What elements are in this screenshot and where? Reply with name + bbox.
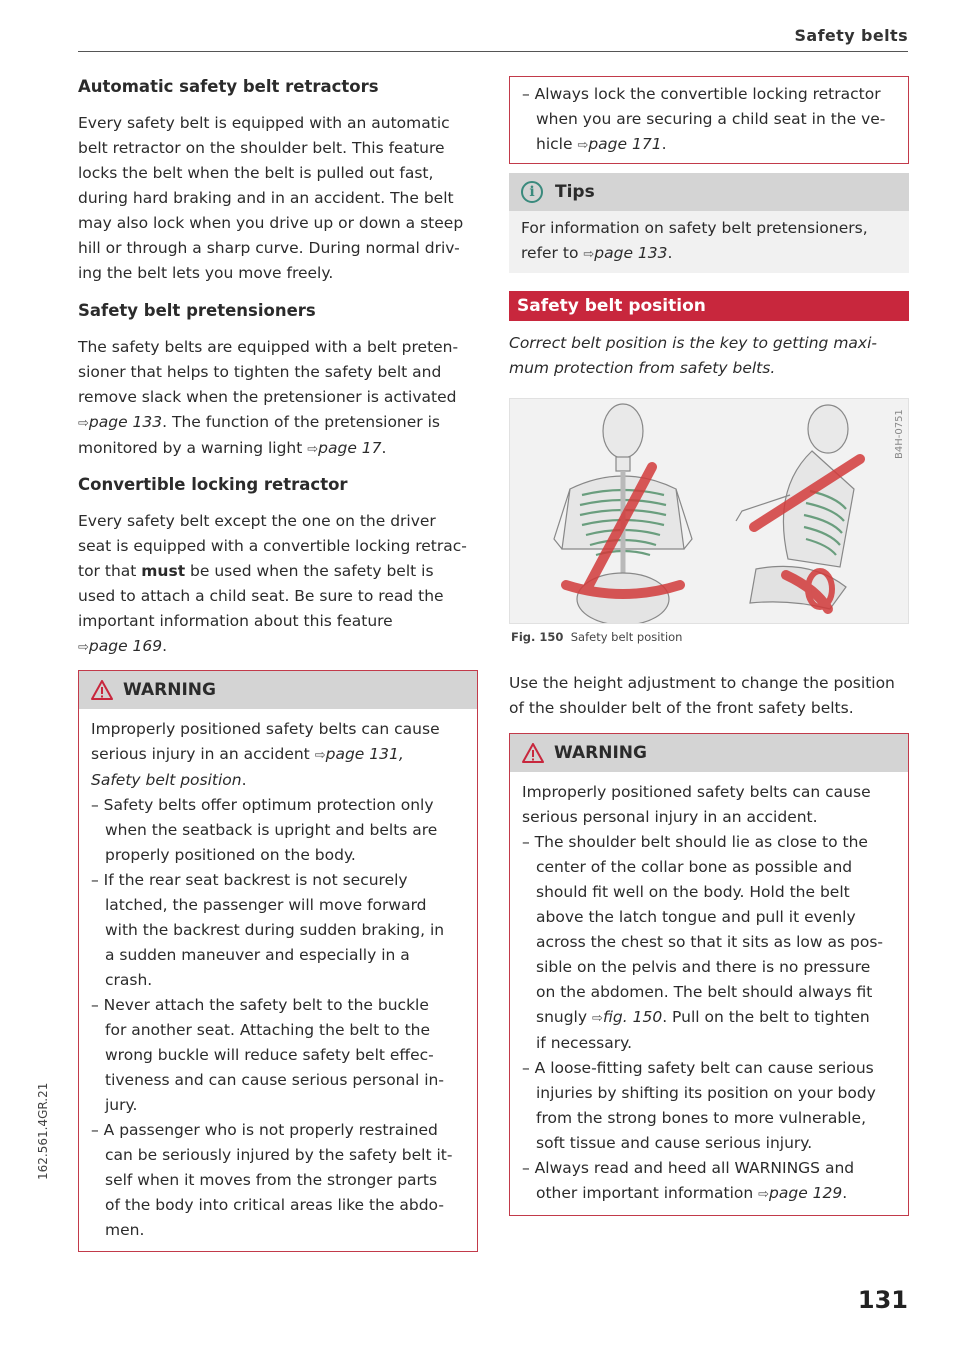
text-line: ing the belt lets you move freely. <box>78 264 334 282</box>
list-item: – A loose-fitting safety belt can cause serious injuries by shifting its position on your body from the strong bones to more vulnerable, soft tissue and cause serious injury. <box>522 1059 876 1152</box>
tips-body <box>509 211 909 273</box>
text-line: monitored by a warning light ⇨page 17. <box>78 439 387 457</box>
heading-pretensioners: Safety belt pretensioners <box>78 301 316 320</box>
info-icon: i <box>521 181 543 203</box>
page-ref-link[interactable]: page 171 <box>588 135 662 153</box>
text-line: during hard braking and in an accident. The belt <box>78 189 454 207</box>
figure-ref-link[interactable]: fig. 150 <box>602 1008 663 1026</box>
figure-code: B4H-0751 <box>894 409 905 459</box>
warning-body <box>510 772 908 1215</box>
text-line: important information about this feature <box>78 612 393 630</box>
text-line: tor that must be used when the safety belt is <box>78 562 434 580</box>
retractor-note-box <box>509 76 909 164</box>
warning-list <box>522 830 896 1207</box>
heading-clr: Convertible locking retractor <box>78 475 348 494</box>
arrow-right-icon: ⇨ <box>577 138 589 153</box>
text-line: seat is equipped with a convertible locking retrac- <box>78 537 467 555</box>
text-line: refer to ⇨page 133. <box>521 244 673 262</box>
text-line: ⇨page 169. <box>78 637 168 655</box>
pretensioners-text <box>78 335 478 462</box>
document-code: 162.561.4GR.21 <box>36 1082 50 1180</box>
text-line: Every safety belt except the one on the driver <box>78 512 436 530</box>
figure-safety-belt <box>509 398 909 624</box>
text-line: serious injury in an accident ⇨page 131, <box>91 745 404 763</box>
page-ref-link[interactable]: page 17 <box>318 439 382 457</box>
height-adjust-text <box>509 671 909 721</box>
text-line: Every safety belt is equipped with an automatic <box>78 114 450 132</box>
page-ref-link[interactable]: page 133 <box>594 244 668 262</box>
arrow-right-icon: ⇨ <box>307 442 319 457</box>
page-ref-link[interactable]: page 131, <box>325 745 404 763</box>
warning-box-right <box>509 733 909 1216</box>
text-line: For information on safety belt pretensioners, <box>521 219 868 237</box>
text-line: Correct belt position is the key to getting maxi- <box>509 334 877 352</box>
text-line: Safety belt position. <box>91 771 247 789</box>
arrow-right-icon: ⇨ <box>758 1187 770 1202</box>
heading-auto-retractors: Automatic safety belt retractors <box>78 77 379 96</box>
arrow-right-icon: ⇨ <box>591 1011 603 1026</box>
text-line: when you are securing a child seat in the ve- <box>536 110 886 128</box>
tips-box <box>509 173 909 273</box>
text-line: The safety belts are equipped with a belt preten- <box>78 338 459 356</box>
warning-box-left <box>78 670 478 1252</box>
text-line: Improperly positioned safety belts can cause <box>522 783 871 801</box>
text-line: hicle ⇨page 171. <box>536 135 667 153</box>
text-line: belt retractor on the shoulder belt. This feature <box>78 139 445 157</box>
warning-triangle-icon <box>522 743 544 763</box>
arrow-right-icon: ⇨ <box>78 416 89 431</box>
text-line: Use the height adjustment to change the position <box>509 674 895 692</box>
list-item: – Always read and heed all WARNINGS and other important information ⇨page 129. <box>522 1159 855 1202</box>
page-ref-link[interactable]: page 129 <box>769 1184 843 1202</box>
header-rule <box>78 51 908 52</box>
text-line: of the shoulder belt of the front safety belts. <box>509 699 854 717</box>
text-line: sioner that helps to tighten the safety belt and <box>78 363 442 381</box>
auto-retractors-text <box>78 111 478 286</box>
arrow-right-icon: ⇨ <box>78 640 89 655</box>
tips-header <box>509 173 909 211</box>
text-line: remove slack when the pretensioner is activated <box>78 388 457 406</box>
section-heading-bar: Safety belt position <box>509 291 909 321</box>
page-ref-link[interactable]: page 169 <box>88 637 163 655</box>
warning-title: WARNING <box>554 743 647 763</box>
tips-title: Tips <box>555 182 595 202</box>
warning-title: WARNING <box>123 680 216 700</box>
text-line: locks the belt when the belt is pulled out fast, <box>78 164 434 182</box>
belt-illustration <box>510 399 908 623</box>
text-line: Improperly positioned safety belts can cause <box>91 720 440 738</box>
page-ref-link[interactable]: page 133 <box>88 413 163 431</box>
warning-list <box>91 793 465 1243</box>
text-line: used to attach a child seat. Be sure to read the <box>78 587 444 605</box>
text-line: may also lock when you drive up or down a steep <box>78 214 464 232</box>
text-line: – Always lock the convertible locking retractor <box>522 85 881 103</box>
clr-text <box>78 509 478 660</box>
arrow-right-icon: ⇨ <box>314 748 326 763</box>
text-line: mum protection from safety belts. <box>509 359 776 377</box>
text-line: hill or through a sharp curve. During normal driv- <box>78 239 460 257</box>
list-item: – Safety belts offer optimum protection only when the seatback is upright and belts are properly positioned on the body. <box>91 796 438 864</box>
list-item: – A passenger who is not properly restrained can be seriously injured by the safety belt it- self when it moves from the stronger parts of the body into critical areas like the abdo- men. <box>91 1121 453 1239</box>
warning-body <box>79 709 477 1251</box>
position-intro <box>509 331 909 381</box>
section-title: Safety belts <box>794 26 908 45</box>
warning-header <box>510 734 908 772</box>
page-number: 131 <box>857 1286 908 1314</box>
arrow-right-icon: ⇨ <box>583 247 595 262</box>
note-body <box>510 77 908 163</box>
text-line: ⇨page 133. The function of the pretensioner is <box>78 413 440 431</box>
list-item: – Never attach the safety belt to the buckle for another seat. Attaching the belt to the wrong buckle will reduce safety belt effec- tiveness and can cause serious personal in- jury. <box>91 996 444 1114</box>
warning-triangle-icon <box>91 680 113 700</box>
figure-caption: Fig. 150 Safety belt position <box>511 630 683 644</box>
warning-header <box>79 671 477 709</box>
text-line: serious personal injury in an accident. <box>522 808 818 826</box>
list-item: – If the rear seat backrest is not securely latched, the passenger will move forward with the backrest during sudden braking, in a sudden maneuver and especially in a crash. <box>91 871 445 989</box>
list-item: – The shoulder belt should lie as close to the center of the collar bone as possible and should fit well on the body. Hold the belt above the latch tongue and pull it evenly across the chest so that it sits as low as pos- sible on the pelvis and there is no pressure on the abdomen. The belt should always fit snugly ⇨fig. 150. Pull on the belt to tighten if necessary. <box>522 833 883 1052</box>
